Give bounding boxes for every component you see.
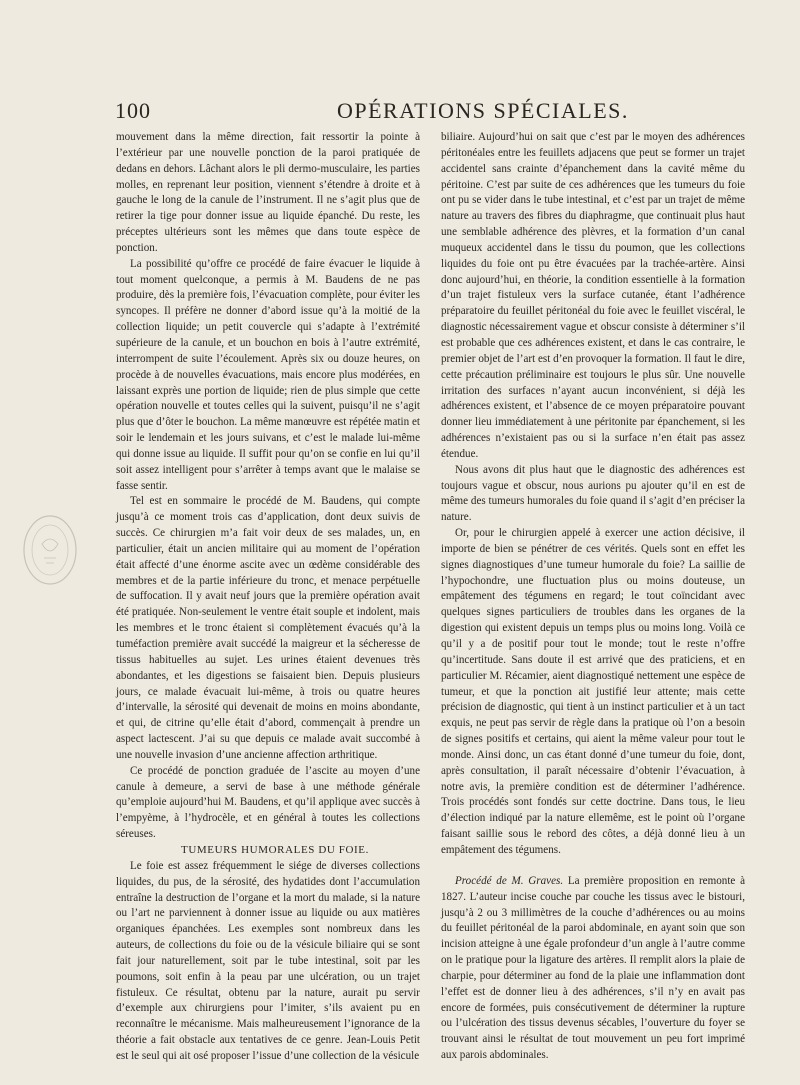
paragraph: Le foie est assez fréquemment le siége de diverses collections liquides, du pus, de la sérosité, des hydatides dont l’accumulation entraîne la destruction de l’organe et la mort du malade, si la nature ou l’art ne parviennent à donner issue au liquide ou aux matières organiques épanchées. Les exemples sont nombreux dans les auteurs, de collections du foie ou de la vésicule biliaire qui se sont fait jour naturellement, soit par le tube intestinal, soit par les poumons, soit enfin à la peau par une ulcération, ou un trajet fistuleux. Ce résultat, obtenu par la nature, aurait pu servir d’exemple aux chirurgiens pour l’imiter, s’ils avaient pu en reconnaître le mécanisme. Mais malheureusement l’ignorance de la théorie a fait obstacle aux tentatives de ce genre. Jean-Louis Petit est le seul qui ait osé proposer l’issue d’une collection de la vésicule [116,859,420,1062]
paragraph: Tel est en sommaire le procédé de M. Baudens, qui compte jusqu’à ce moment trois cas d’application, dont deux suivis de succès. Ce chirurgien m’a fait voir deux de ses malades, un, en particulier, était un ancien militaire qui au moment de l’opération était affecté d’une énorme ascite avec un œdème considérable des membres et de la partie inférieure du tronc, et menace perpétuelle de suffocation. Il y avait neuf jours que la première opération avait été pratiquée. Non-seulement le ventre était souple et indolent, mais les membres et le tronc étaient si complètement évacués qu’à la tuméfaction première avait succédé la maigreur et la sécheresse de tissus habituelles au sujet. Les urines étaient devenues très abondantes, et les digestions se faisaient bien. Depuis plusieurs jours, ce malade évacuait lui-même, à trois ou quatre heures d’intervalle, la sérosité qui devenait de moins en moins abondante, et qui, de citrine qu’elle était d’abord, commençait à prendre un aspect lactescent. J’ai su que depuis ce malade avait succombé à une nouvelle invasion d’une ancienne affection arthritique. [116,495,420,761]
paragraph [441,874,745,1064]
library-stamp-icon [20,510,80,590]
right-column [441,130,745,1064]
procedure-text: La première proposition en remonte à 1827. L’auteur incise couche par couche les tissus avec le bistouri, jusqu’à 2 ou 3 millimètres de la couche d’adhérences ou au moins du feuillet péritonéal de la paroi abdominale, en ayant soin que son incision atteigne à une égale profondeur d’un angle à l’autre comme on le pratique pour la ligature des artères. Il remplit alors la plaie de charpie, pour déterminer au fond de la plaie une inflammation dont l’effet est de donner lieu à des adhérences, s’il n’y en avait pas encore de formées, puis consécutivement de déterminer la rupture ou l’ulcération des tissus devenus sécables, l’ouverture du foyer se trouvant ainsi le résultat de tout mouvement un peu fort imprimé aux parois abdominales. [441,874,746,1062]
page-header [115,98,715,128]
left-column [116,130,420,1065]
running-title: OPÉRATIONS SPÉCIALES. [337,98,629,123]
procedure-title: Procédé de M. Graves. [455,874,564,887]
paragraph-gap [441,859,745,874]
page-number: 100 [115,98,151,123]
paragraph: Or, pour le chirurgien appelé à exercer une action décisive, il importe de bien se pénétrer de ces vérités. Quels sont en effet les signes diagnostiques d’une tumeur humorale du foie? La saillie de l’hypochondre, une fluctuation plus ou moins douteuse, un empâtement des tégumens en regard; le tout coïncidant avec quelques signes particuliers de troubles dans les organes de la digestion qui existent depuis un temps plus ou moins long. Voilà ce qu’il y a de positif pour tout le monde; tout le reste n’offre qu’incertitude. Sans doute il est arrivé que des praticiens, et en particulier M. Récamier, aient diagnostiqué nettement une espèce de tumeur, et que la ponction ait justifié leur attente; mais cette précision de diagnostic, qui tient à un instinct particulier et à un tact exquis, ne peut pas servir de règle dans la pratique où l’on a besoin de signes positifs et certains, qui aient la même valeur pour tout le monde. Ainsi donc, un cas étant donné d’une tumeur du foie, dont, après consultation, il paraît nécessaire d’obtenir l’évacuation, à notre avis, la première condition est de déterminer l’adhérence. Trois procédés sont fondés sur cette doctrine. Dans tous, le lieu d’élection indiqué par la nature ellemême, est le point où l’organe faisant saillie sous le rebord des côtes, a déjà donné lieu à un empâtement des tégumens. [441,527,745,856]
paragraph: biliaire. Aujourd’hui on sait que c’est par le moyen des adhérences péritonéales entre les feuillets adjacens que peut se former un trajet accidentel sans crainte d’épanchement dans la cavité même du péritoine. C’est par suite de ces adhérences que les tumeurs du foie ont pu se vider dans le tube intestinal, et c’est par un trajet de même nature au travers des fibres du diaphragme, que continuait plus haut une semblable adhérence des plèvres, et la formation d’un canal muqueux accidentel dans le tissu du poumon, que les collections liquides du foie ont pu être évacuées par la trachée-artère. Ainsi donc aujourd’hui, en théorie, la condition essentielle à la formation d’un trajet fistuleux vers la surface cutanée, étant l’adhérence préparatoire du feuillet péritonéal du foie avec le feuillet viscéral, le diagnostic nécessairement vague et obscur consiste à déterminer s’il est probable que ces adhérences existent, et dans le cas contraire, le premier objet de l’art est d’en provoquer la formation. Il faut le dire, cette précaution préliminaire est toujours le plus sûr. Une nouvelle irritation des surfaces n’ayant aucun inconvénient, si déjà les adhérences existent, et l’absence de ce moyen préparatoire pouvant donner lieu immédiatement à une péritonite par épanchement, si les adhérences n’existaient pas ou si la surface n’en était pas assez étendue. [441,131,745,460]
paragraph: mouvement dans la même direction, fait ressortir la pointe à l’extérieur par une nouvelle ponction de la paroi pratiquée de dedans en dehors. Lâchant alors le pli dermo-musculaire, les parties molles, en reprenant leur position, viennent s’étendre à droite et à gauche le long de la canule de l’instrument. Il ne s’agit plus que de retirer la tige pour donner issue au liquide épanché. Du reste, les préceptes ultérieurs sont les mêmes que dans toute espèce de ponction. [116,131,420,254]
paragraph: La possibilité qu’offre ce procédé de faire évacuer le liquide à tout moment quelconque, a permis à M. Baudens de ne pas produire, dès la première fois, l’évacuation complète, pour éviter les syncopes. Il préfère ne donner d’abord issue qu’à la moitié de la collection liquide; un petit couvercle qui s’adapte à l’extrémité supérieure de la canule, et un bouchon en bois à l’autre extrémité, interrompent de suite l’écoulement. Après six ou douze heures, on procède à de nouvelles évacuations, mais encore plus modérées, en laissant exprès une portion de liquide; rien de plus simple que cette opération nouvelle et toutes celles qui la suivent, puisqu’il ne s’agit plus que d’ôter le bouchon. La même manœuvre est répétée matin et soir le lendemain et les jours suivans, et c’est le malade lui-même qui donne issue au liquide. Il suffit pour qu’on se confie en lui qu’il soit assez intelligent pour s’arrêter à temps avant que le malaise se fasse sentir. [116,257,420,492]
section-heading: TUMEURS HUMORALES DU FOIE. [181,843,369,856]
paragraph: Ce procédé de ponction graduée de l’ascite au moyen d’une canule à demeure, a servi de base à une méthode générale qu’emploie aujourd’hui M. Baudens, et qu’il applique avec succès à l’empyème, à l’hydrocèle, et en général à toutes les collections séreuses. [116,764,420,841]
paragraph: Nous avons dit plus haut que le diagnostic des adhérences est toujours vague et obscur, nous aurions pu ajouter qu’il en est de même des tumeurs humorales du foie quand il s’agit d’en préciser la nature. [441,463,745,524]
